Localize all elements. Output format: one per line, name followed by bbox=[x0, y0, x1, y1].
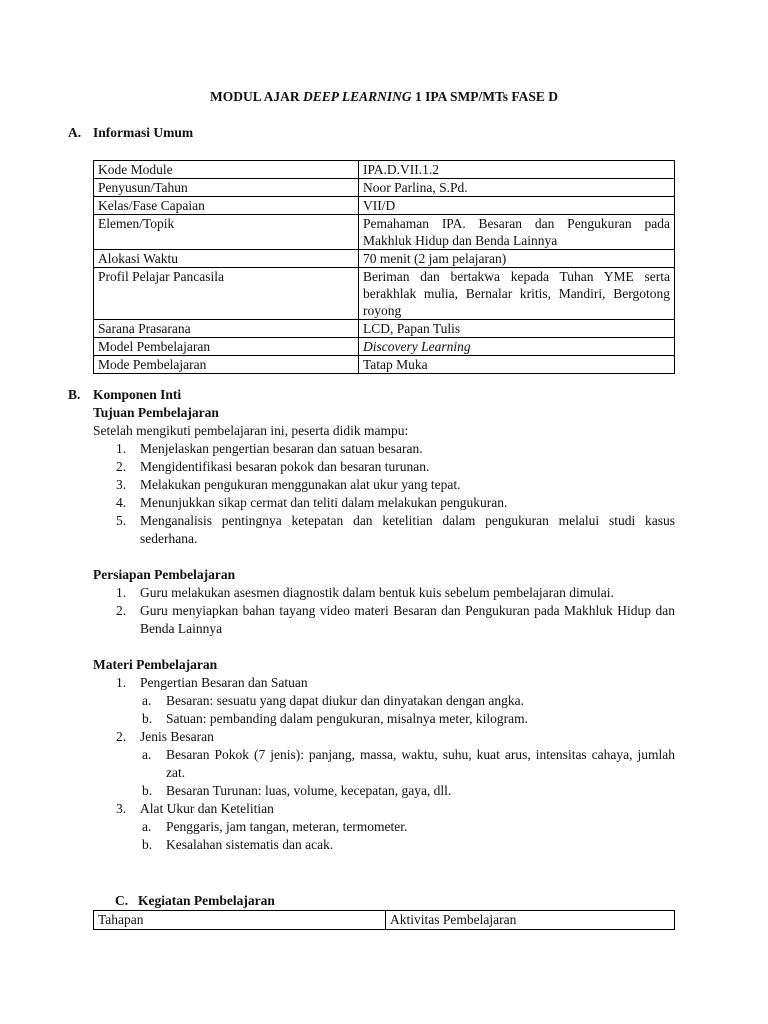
section-a-letter: A. bbox=[68, 125, 82, 140]
materi-item-number: 1. bbox=[116, 675, 127, 690]
materi-subitem-text: Satuan: pembanding dalam pengukuran, misalnya meter, kilogram. bbox=[166, 711, 528, 726]
tujuan-item-number: 1. bbox=[116, 441, 127, 456]
title-text-italic: DEEP LEARNING bbox=[302, 89, 412, 104]
materi-subitem-number: a. bbox=[142, 693, 152, 708]
info-row bbox=[94, 356, 675, 374]
info-row bbox=[94, 268, 675, 320]
info-key: Model Pembelajaran bbox=[94, 338, 359, 356]
info-value: Beriman dan bertakwa kepada Tuhan YME serta berakhlak mulia, Bernalar kritis, Mandiri, Bergotong royong bbox=[359, 268, 675, 320]
info-row bbox=[94, 215, 675, 250]
persiapan-item bbox=[93, 602, 675, 638]
info-row bbox=[94, 320, 675, 338]
section-b-letter: B. bbox=[68, 387, 81, 402]
info-key: Kode Module bbox=[94, 161, 359, 179]
info-value: Tatap Muka bbox=[359, 356, 675, 374]
info-row bbox=[94, 197, 675, 215]
persiapan-heading: Persiapan Pembelajaran bbox=[93, 567, 236, 582]
tujuan-item bbox=[93, 440, 675, 458]
materi-subitem-number: b. bbox=[142, 837, 153, 852]
info-row bbox=[94, 338, 675, 356]
kegiatan-header-row bbox=[94, 911, 675, 930]
materi-subitem bbox=[93, 746, 675, 782]
tujuan-intro: Setelah mengikuti pembelajaran ini, peserta didik mampu: bbox=[93, 423, 409, 438]
tujuan-item-text: Mengidentifikasi besaran pokok dan besaran turunan. bbox=[140, 459, 430, 474]
materi-item bbox=[93, 674, 675, 692]
info-value: LCD, Papan Tulis bbox=[359, 320, 675, 338]
tujuan-item-number: 3. bbox=[116, 477, 127, 492]
info-value: 70 menit (2 jam pelajaran) bbox=[359, 250, 675, 268]
section-a-heading bbox=[68, 124, 193, 142]
info-value: Discovery Learning bbox=[359, 338, 675, 356]
kegiatan-header-aktivitas: Aktivitas Pembelajaran bbox=[386, 911, 675, 930]
materi-subitem bbox=[93, 692, 675, 710]
title-text-1: MODUL AJAR bbox=[209, 89, 303, 104]
materi-subitem-text: Besaran: sesuatu yang dapat diukur dan dinyatakan dengan angka. bbox=[166, 693, 525, 708]
persiapan-item-number: 2. bbox=[116, 603, 127, 618]
materi-subitem-text: Besaran Pokok (7 jenis): panjang, massa, waktu, suhu, kuat arus, intensitas cahaya, jumlah zat. bbox=[166, 747, 675, 780]
materi-item-text: Jenis Besaran bbox=[140, 729, 214, 744]
persiapan-item-text: Guru melakukan asesmen diagnostik dalam bentuk kuis sebelum pembelajaran dimulai. bbox=[140, 585, 614, 600]
materi-subitem-text: Besaran Turunan: luas, volume, kecepatan, gaya, dll. bbox=[166, 783, 452, 798]
materi-list bbox=[93, 674, 675, 854]
materi-item-number: 2. bbox=[116, 729, 127, 744]
tujuan-list bbox=[93, 440, 675, 548]
info-row bbox=[94, 179, 675, 197]
title-text-2: 1 IPA SMP/MTs FASE D bbox=[411, 89, 559, 104]
persiapan-item-number: 1. bbox=[116, 585, 127, 600]
materi-item-text: Alat Ukur dan Ketelitian bbox=[140, 801, 274, 816]
info-key: Profil Pelajar Pancasila bbox=[94, 268, 359, 320]
info-key: Kelas/Fase Capaian bbox=[94, 197, 359, 215]
section-b-heading bbox=[68, 386, 181, 404]
persiapan-list bbox=[93, 584, 675, 638]
tujuan-section bbox=[93, 404, 675, 854]
section-c-heading bbox=[93, 892, 675, 910]
kegiatan-table bbox=[93, 910, 675, 930]
info-value: Noor Parlina, S.Pd. bbox=[359, 179, 675, 197]
info-row bbox=[94, 250, 675, 268]
info-key: Mode Pembelajaran bbox=[94, 356, 359, 374]
section-b-title: Komponen Inti bbox=[93, 387, 182, 402]
document-title bbox=[0, 88, 768, 106]
info-value: IPA.D.VII.1.2 bbox=[359, 161, 675, 179]
materi-subitem bbox=[93, 710, 675, 728]
materi-subitem-number: a. bbox=[142, 819, 152, 834]
info-value: Pemahaman IPA. Besaran dan Pengukuran pada Makhluk Hidup dan Benda Lainnya bbox=[359, 215, 675, 250]
persiapan-item bbox=[93, 584, 675, 602]
tujuan-heading: Tujuan Pembelajaran bbox=[93, 405, 219, 420]
tujuan-item-number: 2. bbox=[116, 459, 127, 474]
tujuan-item bbox=[93, 458, 675, 476]
tujuan-item bbox=[93, 476, 675, 494]
section-c-title: Kegiatan Pembelajaran bbox=[138, 893, 275, 908]
materi-subitem-text: Penggaris, jam tangan, meteran, termometer. bbox=[166, 819, 408, 834]
materi-subitem-number: b. bbox=[142, 783, 153, 798]
tujuan-item bbox=[93, 494, 675, 512]
materi-subitem-number: a. bbox=[142, 747, 152, 762]
materi-item-text: Pengertian Besaran dan Satuan bbox=[140, 675, 308, 690]
info-key: Elemen/Topik bbox=[94, 215, 359, 250]
materi-item bbox=[93, 800, 675, 818]
tujuan-item-number: 4. bbox=[116, 495, 127, 510]
tujuan-item-text: Melakukan pengukuran menggunakan alat ukur yang tepat. bbox=[140, 477, 461, 492]
materi-item bbox=[93, 728, 675, 746]
materi-heading: Materi Pembelajaran bbox=[93, 657, 218, 672]
info-table bbox=[93, 160, 675, 374]
persiapan-item-text: Guru menyiapkan bahan tayang video materi Besaran dan Pengukuran pada Makhluk Hidup dan Benda Lainnya bbox=[140, 603, 675, 636]
tujuan-item bbox=[93, 512, 675, 548]
materi-subitem-number: b. bbox=[142, 711, 153, 726]
kegiatan-header-tahapan: Tahapan bbox=[94, 911, 386, 930]
section-c-letter: C. bbox=[115, 893, 129, 908]
materi-item-number: 3. bbox=[116, 801, 127, 816]
tujuan-item-text: Menjelaskan pengertian besaran dan satuan besaran. bbox=[140, 441, 423, 456]
tujuan-item-text: Menunjukkan sikap cermat dan teliti dalam melakukan pengukuran. bbox=[140, 495, 508, 510]
materi-subitem bbox=[93, 818, 675, 836]
info-key: Penyusun/Tahun bbox=[94, 179, 359, 197]
info-value: VII/D bbox=[359, 197, 675, 215]
info-row bbox=[94, 161, 675, 179]
info-key: Alokasi Waktu bbox=[94, 250, 359, 268]
tujuan-item-number: 5. bbox=[116, 513, 127, 528]
tujuan-item-text: Menganalisis pentingnya ketepatan dan ketelitian dalam pengukuran melalui studi kasus sederhana. bbox=[140, 513, 675, 546]
materi-subitem bbox=[93, 836, 675, 854]
info-key: Sarana Prasarana bbox=[94, 320, 359, 338]
materi-subitem bbox=[93, 782, 675, 800]
materi-subitem-text: Kesalahan sistematis dan acak. bbox=[166, 837, 334, 852]
section-a-title: Informasi Umum bbox=[93, 125, 194, 140]
